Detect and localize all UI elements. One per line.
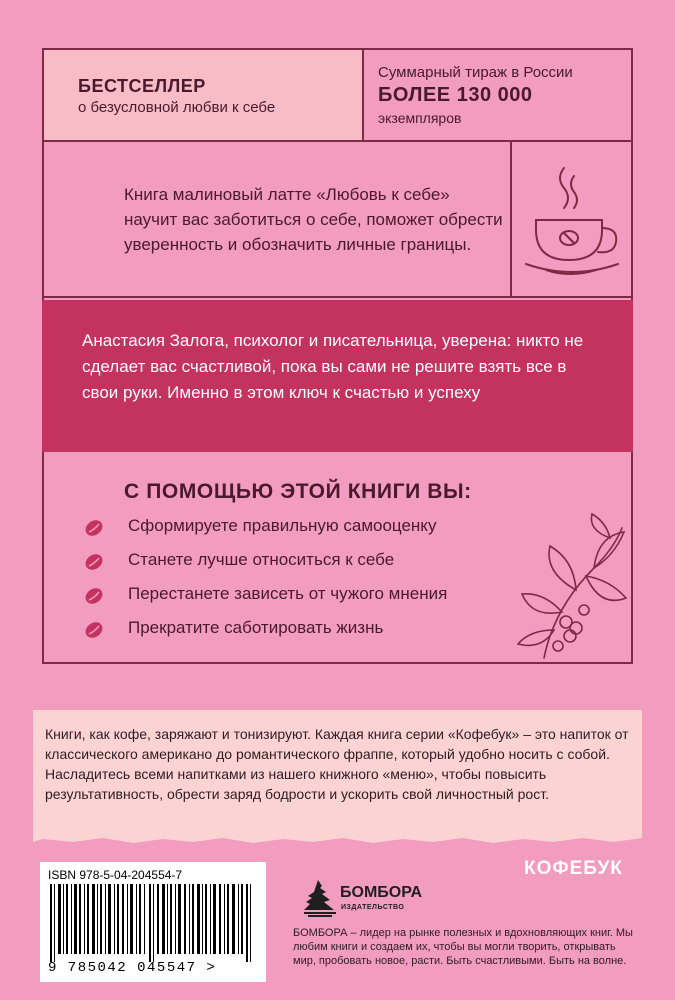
list-item-text: Сформируете правильную самооценку (128, 516, 437, 535)
coffee-bean-icon (84, 620, 104, 640)
bestseller-panel (44, 50, 362, 140)
tirage-unit: экземпляров (378, 110, 462, 126)
list-item-text: Станете лучше относиться к себе (128, 550, 395, 569)
cover-frame (42, 48, 633, 664)
divider (44, 296, 631, 298)
tirage-number: БОЛЕЕ 130 000 (378, 84, 533, 106)
publisher-name: БОМБОРА (340, 884, 423, 901)
quote-text: Анастасия Залога, психолог и писательница, уверена: никто не сделает вас счастливой, пока вы сами не решите взять все в свои руки. Именно в этом ключ к счастью и успеху (82, 331, 584, 402)
description-text: Книга малиновый латте «Любовь к себе» научит вас заботиться о себе, поможет обрести уверенность и обозначить личные границы. (124, 185, 503, 254)
coffee-cup-icon (512, 142, 631, 296)
coffee-bean-icon (84, 518, 104, 538)
series-info-paragraph: Насладитесь всеми напитками из нашего книжного «меню», чтобы повысить результативность, обрести заряд бодрости и ускорить свой личностный рост. (45, 766, 549, 802)
barcode (40, 862, 266, 982)
bombora-logo-icon (302, 878, 338, 918)
benefits-heading: С ПОМОЩЬЮ ЭТОЙ КНИГИ ВЫ: (124, 480, 472, 503)
publisher-description: БОМБОРА – лидер на рынке полезных и вдохновляющих книг. Мы любим книги и создаем их, чтобы вы могли творить, открывать мир, пробовать новое, расти. Быть счастливыми. Быть на волне. (293, 927, 633, 967)
tirage-panel (364, 50, 631, 140)
coffee-plant-icon (514, 512, 629, 660)
coffee-bean-icon (84, 586, 104, 606)
series-info-box (33, 710, 642, 838)
list-item (84, 550, 524, 576)
list-item (84, 584, 524, 610)
barcode-bars (48, 884, 258, 962)
isbn-text: ISBN 978-5-04-204554-7 (48, 868, 183, 882)
list-item (84, 516, 524, 542)
series-info-text (45, 724, 633, 804)
barcode-digits: 9 785042 045547 > (48, 960, 217, 976)
bestseller-title: БЕСТСЕЛЛЕР (78, 76, 206, 96)
coffee-bean-icon (84, 552, 104, 572)
tirage-label: Суммарный тираж в России (378, 64, 573, 81)
list-item-text: Перестанете зависеть от чужого мнения (128, 584, 448, 603)
list-item-text: Прекратите саботировать жизнь (128, 618, 384, 637)
torn-edge (33, 836, 642, 844)
series-info-paragraph: Книги, как кофе, заряжают и тонизируют. Каждая книга серии «Кофебук» – это напиток от классического американо до романтического фраппе, который удобно носить с собой. (45, 726, 629, 762)
list-item (84, 618, 524, 644)
bestseller-subtitle: о безусловной любви к себе (78, 99, 276, 116)
series-logo: КОФЕБУК (524, 858, 623, 879)
publisher-subtitle: ИЗДАТЕЛЬСТВО (341, 904, 405, 911)
quote-panel (42, 300, 633, 452)
